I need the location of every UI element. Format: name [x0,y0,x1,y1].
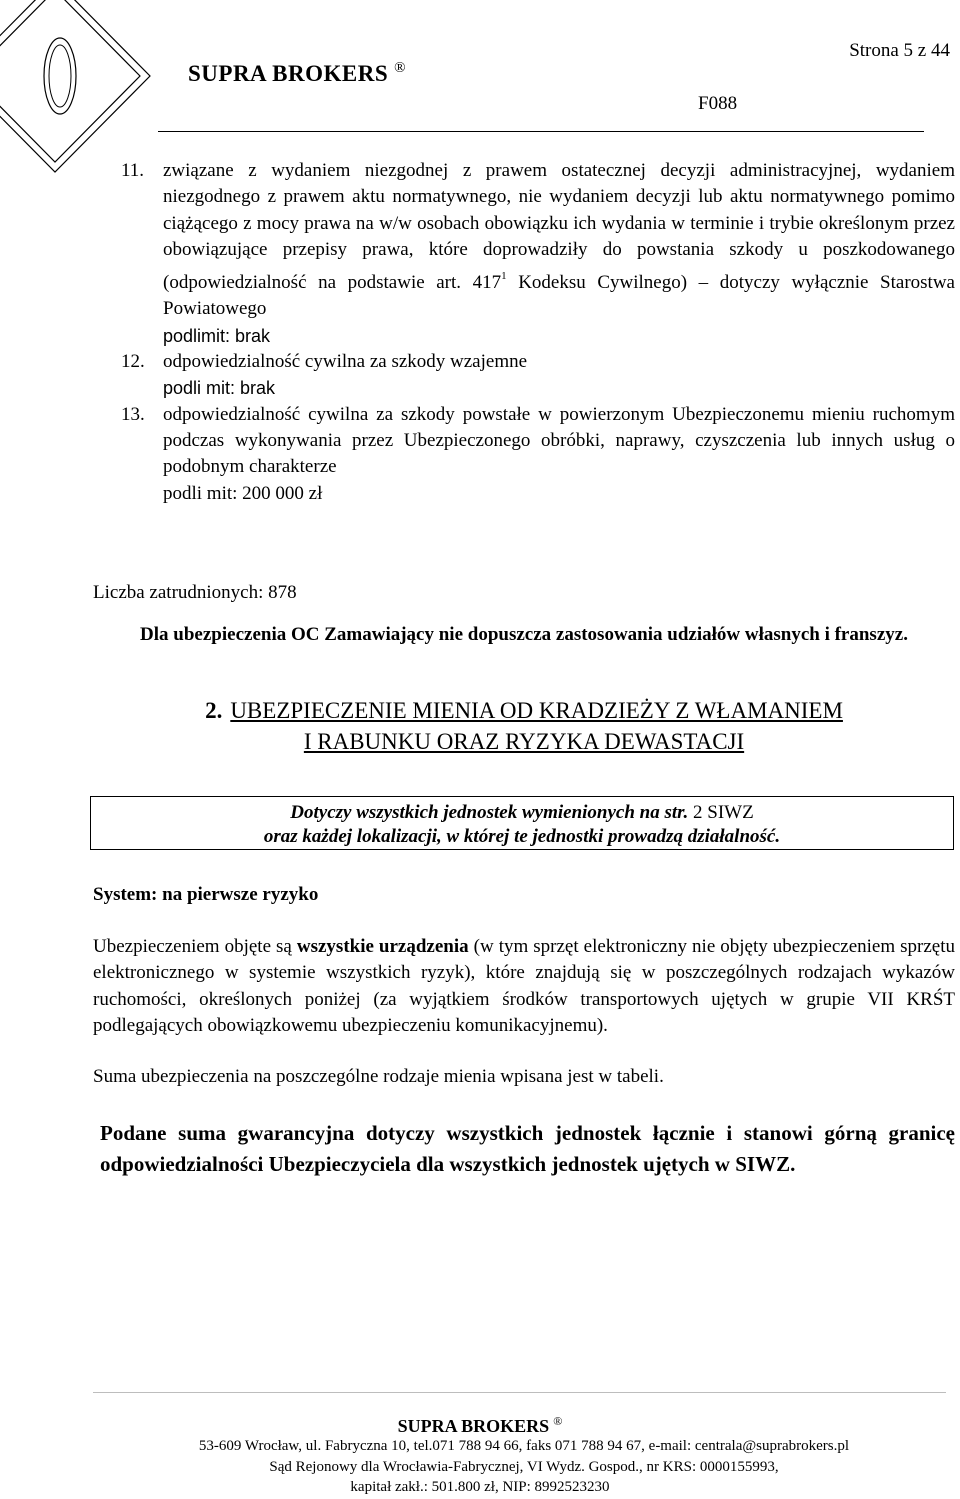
footer-address: 53-609 Wrocław, ul. Fabryczna 10, tel.071 788 94 66, faks 071 788 94 67, e-mail: centrala@suprabrokers.pl [198,1438,850,1454]
section-number: 2. [205,698,223,723]
sum-note: Suma ubezpieczenia na poszczególne rodzaje mienia wpisana jest w tabeli. [93,1066,664,1087]
page-number: Strona 5 z 44 [849,40,950,61]
list-item-number: 13. [121,403,145,425]
guarantee-statement: Podane suma gwarancyjna dotyczy wszystkich jednostek łącznie i stanowi górną granicę odpowiedzialności Ubezpieczyciela dla wszystkich jednostek ujętych w SIWZ. [100,1121,955,1176]
header-divider [158,131,924,132]
list-item [93,402,955,481]
footer-court: Sąd Rejonowy dla Wrocławia-Fabrycznej, VI Wydz. Gospod., nr KRS: 0000155993, [269,1459,779,1475]
list-item-number: 11. [121,160,145,181]
header-brand: SUPRA BROKERS ® [188,60,407,86]
list-item-text: odpowiedzialność cywilna za szkody wzajemne [163,351,528,373]
footer-brand: SUPRA BROKERS ® [397,1414,563,1436]
footer-divider [93,1392,946,1393]
sublimit: podli mit: brak [163,378,276,399]
sublimit: podli mit: 200 000 zł [163,482,323,504]
list-item [93,349,955,375]
list-item-number: 12. [121,351,145,373]
list-item-text: odpowiedzialność cywilna za szkody powstałe w powierzonym Ubezpieczonemu mieniu ruchomym podczas wykonywania przez Ubezpieczonego obróbki, naprawy, czyszczenia lub innych usług o podobnym charakterze [163,403,955,478]
sublimit: podlimit: brak [163,325,271,346]
list-item [93,158,955,323]
list-item-text: związane z wydaniem niezgodnej z prawem ostatecznej decyzji administracyjnej, wydaniem niezgodnego z prawem aktu normatywnego, nie wydaniem decyzji lub aktu normatywnego pomimo ciążącego z mocy prawa na w/w osobach obowiązku ich wydania w terminie i trybie określonym przez obowiązujące przepisy prawa, które doprowadziły do powstania szkody u poszkodowanego (odpowiedzialność na podstawie art. $417^1$ Kodeksu Cywilnego) – dotyczy wyłącznie Starostwa Powiatowego [163,160,955,320]
section-heading [93,695,955,757]
deductible-notice: Dla ubezpieczenia OC Zamawiający nie dopuszcza zastosowania udziałów własnych i franszyz. [140,624,908,645]
logo-diamond-icon [0,0,160,175]
employees-count: Liczba zatrudnionych: 878 [93,582,297,603]
document-code: F088 [698,93,738,114]
coverage-paragraph: Ubezpieczeniem objęte są wszystkie urządzenia (w tym sprzęt elektroniczny nie objęty ubezpieczeniem sprzętu elektronicznego w systemie wszystkich ryzyk), które znajdują się w poszczególnych rodzajach wykazów ruchomości, określonych poniżej (za wyjątkiem środków transportowych ujętych w grupie VII KRŚT podlegających obowiązkowemu ubezpieczeniu komunikacyjnemu). [93,936,956,1036]
section-title-line2: I RABUNKU ORAZ RYZYKA DEWASTACJI [303,729,745,754]
section-title-line1: UBEZPIECZENIE MIENIA OD KRADZIEŻY Z WŁAMANIEM [230,698,843,723]
insurance-system: System: na pierwsze ryzyko [93,884,319,905]
scope-box: Dotyczy wszystkich jednostek wymienionych na str. 2 SIWZ oraz każdej lokalizacji, w której te jednostki prowadzą działalność. [90,796,954,850]
footer-capital: kapitał zakł.: 501.800 zł, NIP: 8992523230 [350,1479,610,1495]
coverage-list [93,158,955,507]
